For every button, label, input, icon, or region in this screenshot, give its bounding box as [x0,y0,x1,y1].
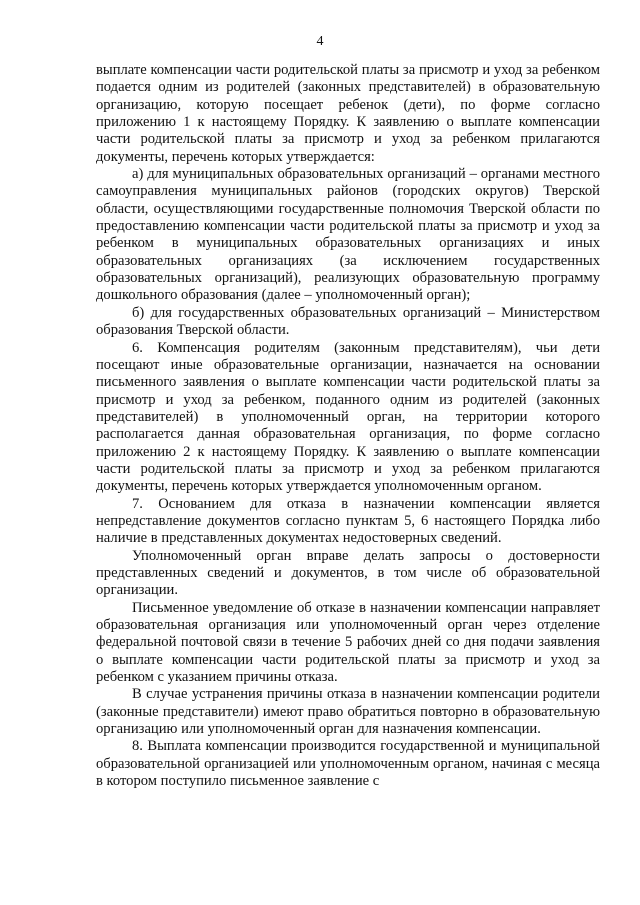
paragraph-9: 8. Выплата компенсации производится государственной и муниципальной образовательной организацией или уполномоченным органом, начиная с месяца в котором поступило письменное заявление с [96,738,600,790]
document-body [96,62,600,790]
paragraph-8: В случае устранения причины отказа в назначении компенсации родители (законные представители) имеют право обратиться повторно в образовательную организацию или уполномоченный орган для назначения компенсации. [96,686,600,738]
paragraph-5: 7. Основанием для отказа в назначении компенсации является непредставление документов согласно пунктам 5, 6 настоящего Порядка либо наличие в представленных документах недостоверных сведений. [96,495,600,547]
paragraph-3: б) для государственных образовательных организаций – Министерством образования Тверской области. [96,304,600,339]
paragraph-7: Письменное уведомление об отказе в назначении компенсации направляет образовательная организация или уполномоченный орган через отделение федеральной почтовой связи в течение 5 рабочих дней со дня подачи заявления о выплате компенсации части родительской платы за присмотр и уход за ребенком с указанием причины отказа. [96,599,600,686]
page-number: 4 [316,34,324,49]
paragraph-2: а) для муниципальных образовательных организаций – органами местного самоуправления муниципальных районов (городских округов) Тверской области, осуществляющими государственные полномочия Тверской области по предоставлению компенсации части родительской платы за присмотр и уход за ребенком в муниципальных образовательных организациях и иных образовательных организациях (за исключением государственных образовательных организаций), реализующих образовательную программу дошкольного образования (далее – уполномоченный орган); [96,166,600,304]
paragraph-1: выплате компенсации части родительской платы за присмотр и уход за ребенком подается одним из родителей (законных представителей) в образовательную организацию, которую посещает ребенок (дети), по форме согласно приложению 1 к настоящему Порядку. К заявлению о выплате компенсации части родительской платы за присмотр и уход за ребенком прилагаются документы, перечень которых утверждается: [96,62,600,165]
paragraph-4: 6. Компенсация родителям (законным представителям), чьи дети посещают иные образовательные организации, назначается на основании письменного заявления о выплате компенсации части родительской платы за присмотр и уход за ребенком, поданного одним из родителей (законных представителей) в уполномоченный орган, на территории которого располагается данная образовательная организация, по форме согласно приложению 2 к настоящему Порядку. К заявлению о выплате компенсации части родительской платы за присмотр и уход за ребенком прилагаются документы, перечень которых утверждается уполномоченным органом. [96,339,600,495]
paragraph-6: Уполномоченный орган вправе делать запросы о достоверности представленных сведений и документов, в том числе об образовательной организации. [96,547,600,599]
